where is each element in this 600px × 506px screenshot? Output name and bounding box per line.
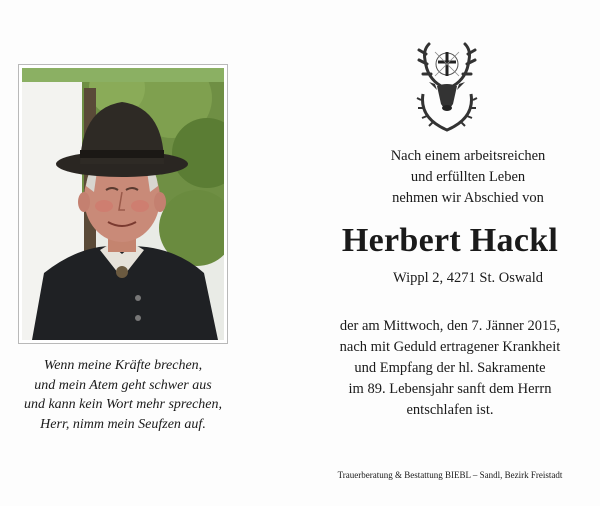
details-line: und Empfang der hl. Sakramente [354, 360, 546, 376]
portrait-image [22, 68, 224, 340]
details-line: entschlafen ist. [406, 402, 494, 418]
verse [0, 356, 246, 434]
details-line: im 89. Lebensjahr sanft dem Herrn [348, 381, 552, 397]
verse-line: Wenn meine Kräfte brechen, [43, 358, 203, 373]
details-line: der am Mittwoch, den 7. Jänner 2015, [339, 318, 561, 334]
intro-text [318, 146, 600, 209]
intro-line: Nach einem arbeitsreichen [390, 148, 546, 164]
details-line: nach mit Geduld ertragener Krankheit [339, 339, 561, 355]
death-details [300, 316, 600, 421]
deceased-address: Wippl 2, 4271 St. Oswald [392, 270, 544, 286]
verse-line: und mein Atem geht schwer aus [34, 377, 212, 393]
verse-line: Herr, nimm mein Seufzen auf. [40, 416, 206, 432]
intro-line: und erfüllten Leben [410, 169, 526, 185]
intro-line: nehmen wir Abschied von [392, 190, 544, 206]
deceased-name: Herbert Hackl [341, 222, 559, 259]
funeral-home-footer: Trauerberatung & Bestattung BIEBL – Sandl, Bezirk Freistadt [337, 470, 563, 480]
stag-cross-emblem-icon [413, 38, 481, 139]
verse-line: und kann kein Wort mehr sprechen, [23, 397, 223, 412]
portrait-photo [18, 64, 228, 344]
